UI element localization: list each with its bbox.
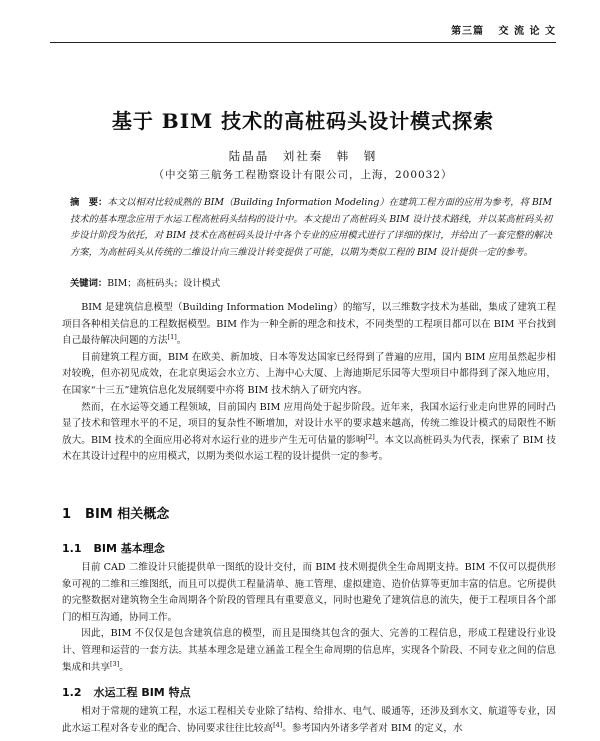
section-title: BIM 相关概念 [85,507,170,522]
paper-title: 基于 BIM 技术的高桩码头设计模式探索 [111,109,495,133]
header-issue: 第三篇 [451,26,485,37]
author-list: 陆晶晶 刘社秦 韩 钢 [228,149,378,163]
section-1-1-body [62,560,556,676]
author-affiliation: （中交第三航务工程勘察设计有限公司，上海，200032） [153,169,453,181]
body-paragraph: 目前 CAD 二维设计只能提供单一图纸的设计交付，而 BIM 技术则提供全生命周期支持。BIM 不仅可以提供形象可视的二维和三维图纸，而且可以提供工程量清单、施工管理、虚拟建造、造价估算等更加丰富的信息。它所提供的完整数据对建筑物全生命周期各个阶段的管理具有重要意义，同时也避免了建筑信息的流失，便于工程项目各个部门的相互沟通，协同工作。 [62,562,556,623]
keywords-text: BIM；高桩码头；设计模式 [107,278,221,289]
section-heading-1 [62,503,169,522]
header-section: 交 流 论 文 [498,26,556,37]
body-paragraph: 相对于常规的建筑工程，水运工程相关专业除了结构、给排水、电气、暖通等，还涉及到水文、航道等专业，因此水运工程对各专业的配合、协同要求往往比较高[4]。参考国内外诸多学者对 BIM 的定义，水 [62,706,556,734]
subsection-title: BIM 基本理念 [93,542,165,555]
intro-section [62,300,556,466]
body-paragraph: 然而，在水运等交通工程领域，目前国内 BIM 应用尚处于起步阶段。近年来，我国水运行业走向世界的同时凸显了技术和管理水平的不足，项目的复杂性不断增加，对设计水平的要求越来越高，传统二维设计模式的局限性不断放大。BIM 技术的全面应用必将对水运行业的进步产生无可估量的影响[2]。本文以高桩码头为代表，探索了 BIM 技术在其设计过程中的应用模式，以期为类似水运工程的设计提供一定的参考。 [62,401,556,463]
subsection-number: 1.1 [62,542,82,555]
body-paragraph: 目前建筑工程方面，BIM 在欧美、新加坡、日本等发达国家已经得到了普遍的应用，国内 BIM 应用虽然起步相对较晚，但亦初见成效，在北京奥运会水立方、上海中心大厦、上海迪斯尼乐园等大型项目中都得到了深入地应用，在国家“十三五”建筑信息化发展纲要中亦将 BIM 技术纳入了研究内容。 [62,351,556,396]
body-paragraph: BIM 是建筑信息模型（Building Information Modeling）的缩写，以三维数字技术为基础，集成了建筑工程项目各种相关信息的工程数据模型。BIM 作为一种全新的理念和技术，不同类型的工程项目都可以在 BIM 平台找到自己最待解决问题的方法[1]。 [62,302,556,347]
keywords [70,276,552,291]
subsection-title: 水运工程 BIM 特点 [93,686,191,699]
abstract-label: 摘 要： [70,197,108,208]
section-number: 1 [62,507,72,522]
section-heading-1-2 [62,684,191,700]
running-header [50,22,556,40]
keywords-label: 关键词： [70,278,108,289]
subsection-number: 1.2 [62,686,82,699]
header-divider [50,42,556,43]
section-heading-1-1 [62,540,165,556]
section-1-2-body [62,704,556,737]
body-paragraph: 因此，BIM 不仅仅是包含建筑信息的模型，而且是围绕其包含的强大、完善的工程信息，形成工程建设行业设计、管理和运营的一套方法。其基本理念是建立涵盖工程全生命周期的信息库，实现各个阶段、不同专业之间的信息集成和共享[3]。 [62,628,556,673]
abstract-text: 本文以相对比较成熟的 BIM（Building Information Modeling）在建筑工程方面的应用为参考，将 BIM 技术的基本理念应用于水运工程高桩码头结构的设计中。本文提出了高桩码头 BIM 设计技术路线，并以某高桩码头初步设计阶段为依托，对 BIM 技术在高桩码头设计中各个专业的应用模式进行了详细的探讨，并给出了一套完整的解决方案，为高桩码头从传统的二维设计向三维设计转变提供了可能，以期为类似工程的 BIM 设计提供一定的参考。 [70,197,552,258]
abstract [70,195,552,261]
